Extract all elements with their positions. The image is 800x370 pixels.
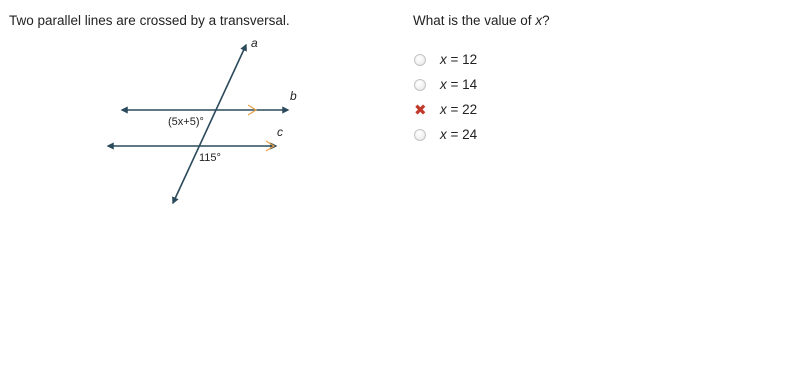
radio-button-icon[interactable] bbox=[414, 54, 426, 66]
line-a-label: a bbox=[251, 36, 258, 50]
line-b-label: b bbox=[290, 89, 297, 103]
question-prefix: What is the value of bbox=[413, 13, 536, 28]
radio-button-icon[interactable] bbox=[414, 79, 426, 91]
parallel-lines-diagram bbox=[100, 35, 320, 215]
option-label: x = 22 bbox=[440, 102, 478, 117]
angle-bottom-label: 115° bbox=[199, 152, 221, 164]
answer-option-4[interactable] bbox=[414, 122, 477, 147]
option-label: x = 12 bbox=[440, 52, 478, 67]
option-label: x = 14 bbox=[440, 77, 478, 92]
line-c-label: c bbox=[277, 125, 283, 139]
problem-statement: Two parallel lines are crossed by a transversal. bbox=[9, 13, 290, 28]
answer-option-2[interactable] bbox=[414, 72, 477, 97]
incorrect-x-icon: ✖ bbox=[414, 100, 427, 119]
answer-options bbox=[414, 47, 477, 147]
answer-option-3[interactable] bbox=[414, 97, 477, 122]
question-variable: x bbox=[535, 13, 543, 28]
angle-top-label: (5x+5)° bbox=[168, 116, 204, 128]
option-label: x = 24 bbox=[440, 127, 478, 142]
answer-option-1[interactable] bbox=[414, 47, 477, 72]
question-text bbox=[413, 13, 550, 28]
question-suffix: ? bbox=[542, 13, 550, 28]
radio-button-icon[interactable] bbox=[414, 129, 426, 141]
